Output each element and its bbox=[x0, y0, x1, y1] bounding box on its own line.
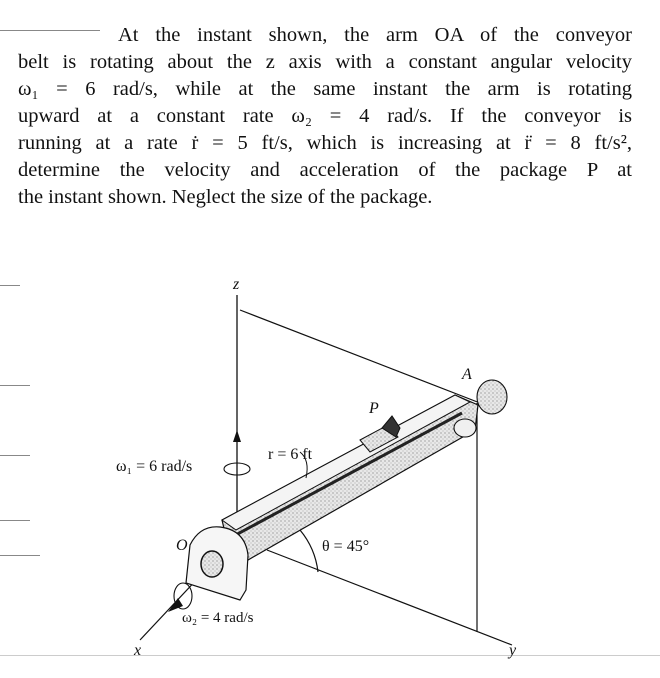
z-arrow-head bbox=[233, 430, 241, 442]
omega2-arrow-head bbox=[168, 598, 183, 612]
omega2-rotation-icon bbox=[174, 583, 192, 609]
problem-line: At the instant shown, the arm OA of the conveyor bbox=[118, 24, 632, 46]
end-roller bbox=[477, 380, 507, 414]
y-axis bbox=[267, 550, 512, 645]
conveyor-arm bbox=[222, 395, 478, 560]
problem-line: upward at a constant rate ω₂ = 4 rad/s. If the conveyor is bbox=[18, 105, 632, 127]
omega1-label: ω₁ = 6 rad/s bbox=[116, 458, 193, 475]
point-a-label: A bbox=[462, 366, 472, 383]
z-axis-label: z bbox=[233, 276, 240, 293]
pivot-pin bbox=[201, 551, 223, 577]
omega2-label: ω₂ = 4 rad/s bbox=[182, 610, 254, 626]
conveyor-top-face bbox=[222, 395, 470, 530]
y-axis-label: y bbox=[509, 642, 517, 659]
plane-top-edge bbox=[240, 310, 480, 403]
conveyor-belt bbox=[232, 413, 462, 537]
end-pulley bbox=[454, 419, 476, 437]
problem-line: determine the velocity and acceleration of the package P at bbox=[18, 159, 632, 181]
problem-line: ω₁ = 6 rad/s, while at the same instant the arm is rotating bbox=[18, 78, 632, 100]
x-axis-label: x bbox=[134, 642, 142, 659]
point-o-label: O bbox=[176, 537, 188, 554]
package-p-label: P bbox=[369, 400, 379, 417]
theta-label: θ = 45° bbox=[322, 538, 370, 555]
problem-line: running at a rate ṙ = 5 ft/s, which is increasing at r̈ = 8 ft/s², bbox=[18, 132, 632, 154]
problem-line: belt is rotating about the z axis with a constant angular velocity bbox=[18, 51, 632, 73]
problem-line: the instant shown. Neglect the size of the package. bbox=[18, 186, 433, 208]
r-label: r = 6 ft bbox=[268, 446, 313, 463]
